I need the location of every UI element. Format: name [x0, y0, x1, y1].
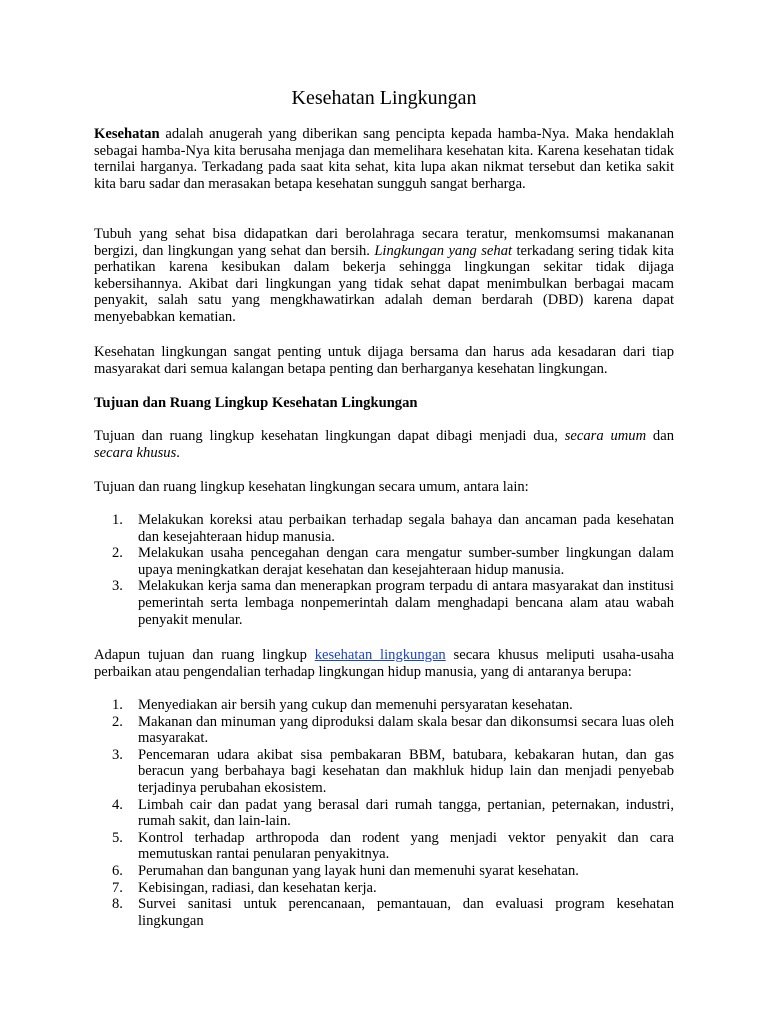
list-item-text: Kontrol terhadap arthropoda dan rodent yang menjadi vektor penyakit dan cara memutuskan rantai penularan penyakitnya. [138, 829, 674, 863]
list-item-text: Melakukan usaha pencegahan dengan cara mengatur sumber-sumber lingkungan dalam upaya meningkatkan derajat kesehatan dan kesejahteraan hidup manusia. [138, 545, 674, 578]
list-item [94, 863, 674, 880]
paragraph-general-intro: Tujuan dan ruang lingkup kesehatan lingkungan secara umum, antara lain: [94, 479, 529, 495]
list-item [94, 797, 674, 830]
list-number: 1. [112, 697, 123, 713]
list-number: 3. [112, 746, 123, 763]
list-number: 4. [112, 796, 123, 813]
kesehatan-lingkungan-link[interactable]: kesehatan lingkungan [314, 647, 446, 663]
list-number: 6. [112, 862, 123, 879]
scope-text-2: dan [646, 428, 674, 444]
healthy-body-text-2: terkadang sering tidak kita perhatikan karena kesibukan dalam bekerja sehingga lingkungan sekitar tidak dijaga kebersihannya. Akibat dari lingkungan yang tidak sehat dapat menimbulkan berbagai macam penyakit, salah satu yang mengkhawatirkan adalah deman berdarah (DBD) karena dapat menyebabkan kematian. [94, 242, 675, 325]
healthy-environment-term: Lingkungan yang sehat [374, 242, 513, 259]
list-item [94, 747, 674, 797]
list-item-text: Pencemaran udara akibat sisa pembakaran BBM, batubara, kebakaran hutan, dan gas beracun yang berbahaya bagi kesehatan dan makhluk hidup lain dan menjadi penyebab terjadinya perubahan ekosistem. [138, 746, 674, 796]
section-heading: Tujuan dan Ruang Lingkup Kesehatan Lingkungan [94, 395, 418, 411]
paragraph-importance: Kesehatan lingkungan sangat penting untuk dijaga bersama dan harus ada kesadaran dari tiap masyarakat dari semua kalangan betapa penting dan berharganya kesehatan lingkungan. [94, 344, 674, 377]
list-item-text: Makanan dan minuman yang diproduksi dalam skala besar dan dikonsumsi secara luas oleh masyarakat. [138, 713, 674, 747]
list-number: 7. [112, 879, 123, 896]
intro-text: adalah anugerah yang diberikan sang pencipta kepada hamba-Nya. Maka hendaklah sebagai hamba-Nya kita berusaha menjaga dan memelihara kesehatan kita. Karena kesehatan tidak ternilai harganya. Terkadang pada saat kita sehat, kita lupa akan nikmat tersebut dan ketika sakit kita baru sadar dan merasakan betapa kesehatan sungguh sangat berharga. [94, 126, 674, 192]
specific-text-2: secara khusus meliputi usaha-usaha perbaikan atau pengendalian terhadap lingkungan hidup manusia, yang di antaranya berupa: [94, 647, 674, 680]
list-number: 1. [112, 512, 123, 528]
specific-goals-list [94, 697, 674, 929]
list-number: 3. [112, 578, 123, 595]
list-number: 5. [112, 829, 123, 846]
paragraph-specific-intro [94, 647, 674, 680]
scope-text-end: . [176, 444, 180, 461]
paragraph-scope [94, 428, 674, 461]
list-item [94, 830, 674, 863]
list-item-text: Limbah cair dan padat yang berasal dari rumah tangga, pertanian, peternakan, industri, rumah sakit, dan lain-lain. [138, 796, 674, 830]
list-item [94, 880, 674, 897]
list-item [94, 714, 674, 747]
page-title: Kesehatan Lingkungan [291, 87, 477, 109]
list-item-text: Perumahan dan bangunan yang layak huni dan memenuhi syarat kesehatan. [138, 862, 579, 879]
specific-text-1: Adapun tujuan dan ruang lingkup [94, 647, 315, 663]
list-number: 8. [112, 896, 123, 913]
list-number: 2. [112, 545, 123, 562]
list-item-text: Melakukan kerja sama dan menerapkan program terpadu di antara masyarakat dan institusi pemerintah serta lembaga nonpemerintah dalam menghadapi bencana alam atau wabah penyakit menular. [138, 578, 674, 628]
scope-text-1: Tujuan dan ruang lingkup kesehatan lingkungan dapat dibagi menjadi dua, [94, 428, 565, 444]
paragraph-healthy-body [94, 226, 674, 326]
list-item [94, 697, 674, 714]
list-item-text: Kebisingan, radiasi, dan kesehatan kerja. [138, 879, 377, 896]
list-item [94, 896, 674, 929]
list-item [94, 578, 674, 628]
list-item [94, 512, 674, 545]
scope-specific-term: secara khusus [94, 444, 177, 461]
paragraph-intro [94, 126, 674, 192]
list-item-text: Melakukan koreksi atau perbaikan terhadap segala bahaya dan ancaman pada kesehatan dan kesejahteraan hidup manusia. [138, 512, 674, 545]
list-item [94, 545, 674, 578]
scope-general-term: secara umum [564, 428, 647, 444]
general-goals-list [94, 512, 674, 628]
list-item-text: Menyediakan air bersih yang cukup dan memenuhi persyaratan kesehatan. [138, 697, 573, 713]
healthy-body-text-1: Tubuh yang sehat bisa didapatkan dari berolahraga secara teratur, menkomsumsi makananan bergizi, dan lingkungan yang sehat dan bersih. [94, 226, 674, 259]
list-item-text: Survei sanitasi untuk perencanaan, pemantauan, dan evaluasi program kesehatan lingkungan [138, 896, 674, 929]
list-number: 2. [112, 713, 123, 730]
term-kesehatan: Kesehatan [94, 126, 160, 142]
